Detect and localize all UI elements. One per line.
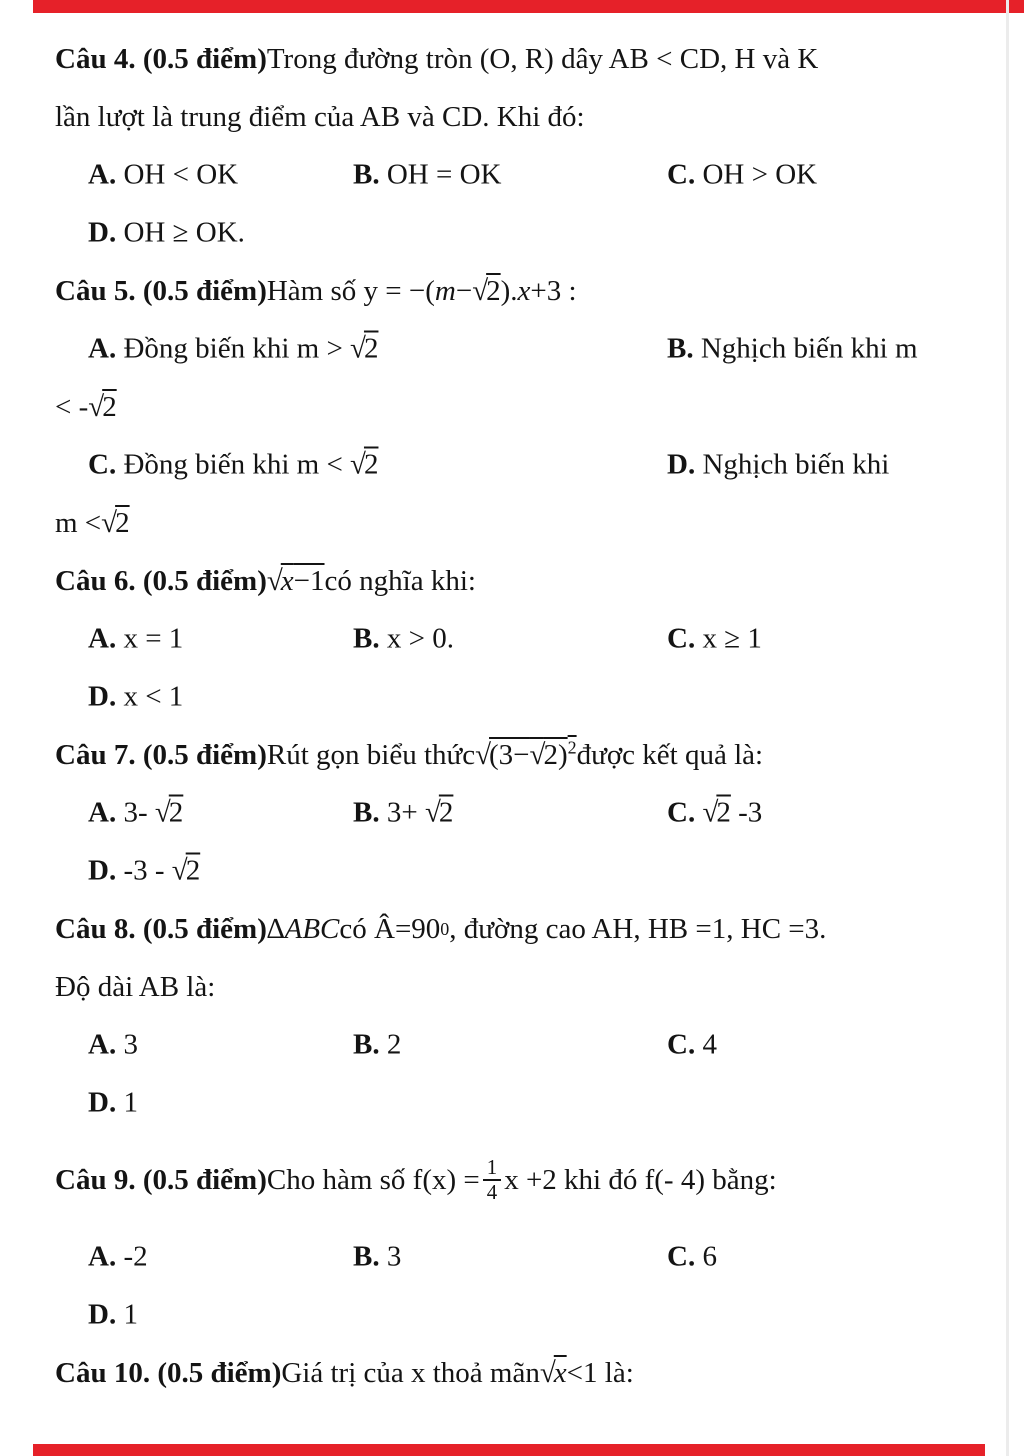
radical-sign: √ <box>101 506 116 539</box>
answer-options-row <box>55 436 1005 494</box>
text-segment: Nghịch biến khi m <box>693 332 918 365</box>
radical-sign: √ <box>154 796 169 829</box>
text-segment: OH ≥ OK. <box>116 216 245 249</box>
radicand: 2 <box>102 390 117 423</box>
text-segment: 2 <box>379 1028 402 1061</box>
text-segment: Giá trị của x thoả mãn <box>281 1356 540 1389</box>
text-segment: có nghĩa khi: <box>324 564 476 597</box>
bold-text: C. <box>88 448 117 481</box>
question-cau-4 <box>55 30 1005 262</box>
bold-text: A. <box>88 332 117 365</box>
answer-options-row <box>55 1074 1005 1132</box>
page-edge-line <box>1006 0 1009 1456</box>
answer-options-row <box>55 842 1005 900</box>
radical-sign: √ <box>88 390 103 423</box>
text-segment: 3 <box>116 1028 138 1061</box>
text-segment: 3 <box>379 1240 402 1273</box>
bold-text: A. <box>88 1028 117 1061</box>
sqrt-expression <box>472 275 500 308</box>
text-segment: Đồng biến khi m > <box>116 332 351 365</box>
answer-option-B <box>353 1241 401 1274</box>
answer-option-A <box>88 159 238 192</box>
text-segment: x = 1 <box>116 622 184 655</box>
sqrt-expression <box>425 797 453 829</box>
radicand: 2 <box>115 506 130 539</box>
bold-text: Câu 6. (0.5 điểm) <box>55 564 267 597</box>
radical-sign: √ <box>475 738 490 771</box>
answer-option-D <box>88 681 183 714</box>
answer-option-B <box>667 333 918 366</box>
sqrt-expression <box>267 565 325 598</box>
sqrt-expression <box>88 391 116 424</box>
sqrt-expression <box>540 1357 567 1390</box>
radicand: 2 <box>363 332 379 365</box>
text-segment: , đường cao AH, HB =1, HC =3. <box>449 912 827 945</box>
text-segment: x < 1 <box>116 680 184 713</box>
answer-options-row <box>55 1016 1005 1074</box>
answer-options-row <box>55 320 1005 378</box>
bold-text: C. <box>667 796 696 829</box>
text-segment: được kết quả là: <box>576 738 764 771</box>
text-segment: Hàm số y = −( <box>266 274 435 307</box>
question-line <box>55 378 1005 436</box>
question-line <box>55 1132 1005 1228</box>
answer-option-B <box>353 159 501 192</box>
radicand: 2 <box>486 274 501 307</box>
answer-option-C <box>667 1241 717 1274</box>
bold-text: B. <box>353 158 380 191</box>
bold-text: A. <box>88 796 117 829</box>
text-segment: -3 <box>730 796 763 829</box>
questions-container <box>55 30 1005 1402</box>
question-line <box>55 958 1005 1016</box>
bold-text: B. <box>353 796 380 829</box>
text-segment: x ≥ 1 <box>695 622 762 655</box>
question-cau-5 <box>55 262 1005 552</box>
superscript: 2 <box>567 736 577 757</box>
sqrt-expression <box>475 736 577 772</box>
radical-sign: √ <box>350 448 364 481</box>
answer-options-row <box>55 610 1005 668</box>
fraction <box>483 1156 501 1205</box>
answer-options-row <box>55 668 1005 726</box>
text-segment: ) <box>557 738 568 771</box>
radicand: 2 <box>363 448 379 481</box>
text-segment: OH > OK <box>695 158 818 191</box>
text-segment: Đồng biến khi m < <box>116 448 351 481</box>
bottom-red-bar <box>33 1444 985 1456</box>
text-segment: OH < OK <box>116 158 239 191</box>
question-line: Câu 8. (0.5 điểm) ∆ABC có Â=90 0 , đường cao AH, HB =1, HC =3. <box>55 912 827 945</box>
text-segment: < - <box>55 390 89 423</box>
radicand: 2 <box>168 796 184 829</box>
question-line <box>55 88 1005 146</box>
sqrt-expression <box>702 797 730 829</box>
text-segment: Độ dài AB là: <box>55 970 216 1003</box>
bold-text: C. <box>667 1240 696 1273</box>
answer-option-B <box>353 1029 401 1062</box>
bold-text: C. <box>667 158 696 191</box>
bold-text: Câu 4. (0.5 điểm) <box>55 42 267 75</box>
question-line <box>55 494 1005 552</box>
answer-option-C <box>667 159 817 192</box>
text-segment: OH = OK <box>379 158 502 191</box>
answer-option-D <box>88 855 200 888</box>
text-segment: 1 <box>116 1086 138 1119</box>
bold-text: A. <box>88 1240 117 1273</box>
bold-text: C. <box>667 1028 696 1061</box>
bold-text: A. <box>88 158 117 191</box>
fraction-denominator: 4 <box>486 1180 498 1204</box>
answer-option-A <box>88 623 183 656</box>
bold-text: Câu 10. (0.5 điểm) <box>55 1356 282 1389</box>
radical-sign: √ <box>539 1356 554 1389</box>
radicand <box>281 565 325 597</box>
italic-text: x <box>280 564 294 597</box>
text-segment: -3 - <box>116 854 172 887</box>
italic-text: x <box>517 274 531 307</box>
text-segment: Cho hàm số f(x) = <box>266 1163 480 1196</box>
bold-text: D. <box>88 854 117 887</box>
radical-sign: √ <box>171 854 186 887</box>
top-red-bar <box>33 0 1024 13</box>
sqrt-expression <box>155 797 183 829</box>
sqrt-expression <box>172 855 200 887</box>
radical-sign: √ <box>529 738 544 771</box>
radical-sign: √ <box>424 796 439 829</box>
text-segment: ). <box>500 274 518 307</box>
text-segment: Trong đường tròn (O, R) dây AB < CD, H và K <box>266 42 819 75</box>
answer-options-row <box>55 146 1005 204</box>
answer-option-B <box>353 797 453 830</box>
answer-option-D <box>667 449 889 482</box>
bold-text: D. <box>88 1086 117 1119</box>
answer-option-B <box>353 623 454 656</box>
question-cau-9 <box>55 1132 1005 1344</box>
sqrt-expression <box>350 449 378 481</box>
text-segment: 1 <box>116 1298 138 1331</box>
bold-text: D. <box>667 448 696 481</box>
bold-text: D. <box>88 216 117 249</box>
radical-sign: √ <box>266 564 281 597</box>
text-segment: Nghịch biến khi <box>695 448 890 481</box>
text-segment: (3− <box>489 738 530 771</box>
bold-text: B. <box>353 1240 380 1273</box>
radicand: 2 <box>543 738 558 771</box>
answer-options-row <box>55 1228 1005 1286</box>
text-segment: 6 <box>695 1240 717 1273</box>
text-segment: x +2 khi đó f(- 4) bằng: <box>504 1163 777 1196</box>
text-segment: -2 <box>116 1240 148 1273</box>
radicand: 2 <box>185 854 201 887</box>
answer-option-C <box>88 449 378 482</box>
radical-sign: √ <box>472 274 487 307</box>
answer-options-row <box>55 1286 1005 1344</box>
sqrt-expression <box>530 739 558 771</box>
answer-option-A <box>88 333 378 366</box>
question-line <box>55 552 1005 610</box>
answer-options-row <box>55 204 1005 262</box>
italic-text: x <box>553 1356 567 1389</box>
text-segment: −1 <box>293 564 325 597</box>
text-segment: <1 là: <box>566 1356 634 1389</box>
question-cau-10 <box>55 1344 1005 1402</box>
text-segment: x > 0. <box>379 622 454 655</box>
answer-option-A <box>88 1029 138 1062</box>
bold-text: Câu 8. (0.5 điểm) <box>55 912 267 945</box>
text-segment: 4 <box>695 1028 717 1061</box>
bold-text: D. <box>88 680 117 713</box>
radicand: 2 <box>716 796 731 829</box>
bold-text: Câu 5. (0.5 điểm) <box>55 274 267 307</box>
question-line <box>55 726 1005 784</box>
radical-sign: √ <box>350 332 364 365</box>
bold-text: Câu 7. (0.5 điểm) <box>55 738 267 771</box>
text-segment: m < <box>55 506 102 539</box>
bold-text: B. <box>353 1028 380 1061</box>
question-line <box>55 30 1005 88</box>
bold-text: B. <box>353 622 380 655</box>
text-segment: +3 : <box>530 274 577 307</box>
text-segment: 3+ <box>379 796 425 829</box>
sqrt-expression <box>101 507 129 540</box>
bold-text: D. <box>88 1298 117 1331</box>
answer-options-row <box>55 784 1005 842</box>
question-cau-7 <box>55 726 1005 900</box>
text-segment: Rút gọn biểu thức <box>266 738 476 771</box>
question-line <box>55 1344 1005 1402</box>
answer-option-C <box>667 1029 717 1062</box>
bold-text: Câu 9. (0.5 điểm) <box>55 1163 267 1196</box>
answer-option-D <box>88 1299 138 1332</box>
answer-option-D <box>88 217 245 250</box>
text-segment: có Â=90 <box>339 912 441 945</box>
bold-text: B. <box>667 332 694 365</box>
radicand <box>489 736 577 771</box>
answer-option-D <box>88 1087 138 1120</box>
question-cau-8 <box>55 900 1005 1132</box>
question-line <box>55 262 1005 320</box>
text-segment: 3- <box>116 796 155 829</box>
italic-text: m <box>434 274 456 307</box>
bold-text: C. <box>667 622 696 655</box>
answer-option-C <box>667 797 762 830</box>
radicand <box>554 1357 567 1389</box>
answer-option-A <box>88 1241 148 1274</box>
radical-sign: √ <box>702 796 717 829</box>
question-cau-6 <box>55 552 1005 726</box>
answer-option-A <box>88 797 183 830</box>
text-segment: − <box>455 274 473 307</box>
sqrt-expression <box>350 333 378 365</box>
bold-text: A. <box>88 622 117 655</box>
italic-text: ∆ABC <box>266 912 340 945</box>
radicand: 2 <box>438 796 454 829</box>
text-segment: lần lượt là trung điểm của AB và CD. Khi đó: <box>55 100 585 133</box>
fraction-numerator: 1 <box>483 1156 501 1181</box>
answer-option-C <box>667 623 762 656</box>
